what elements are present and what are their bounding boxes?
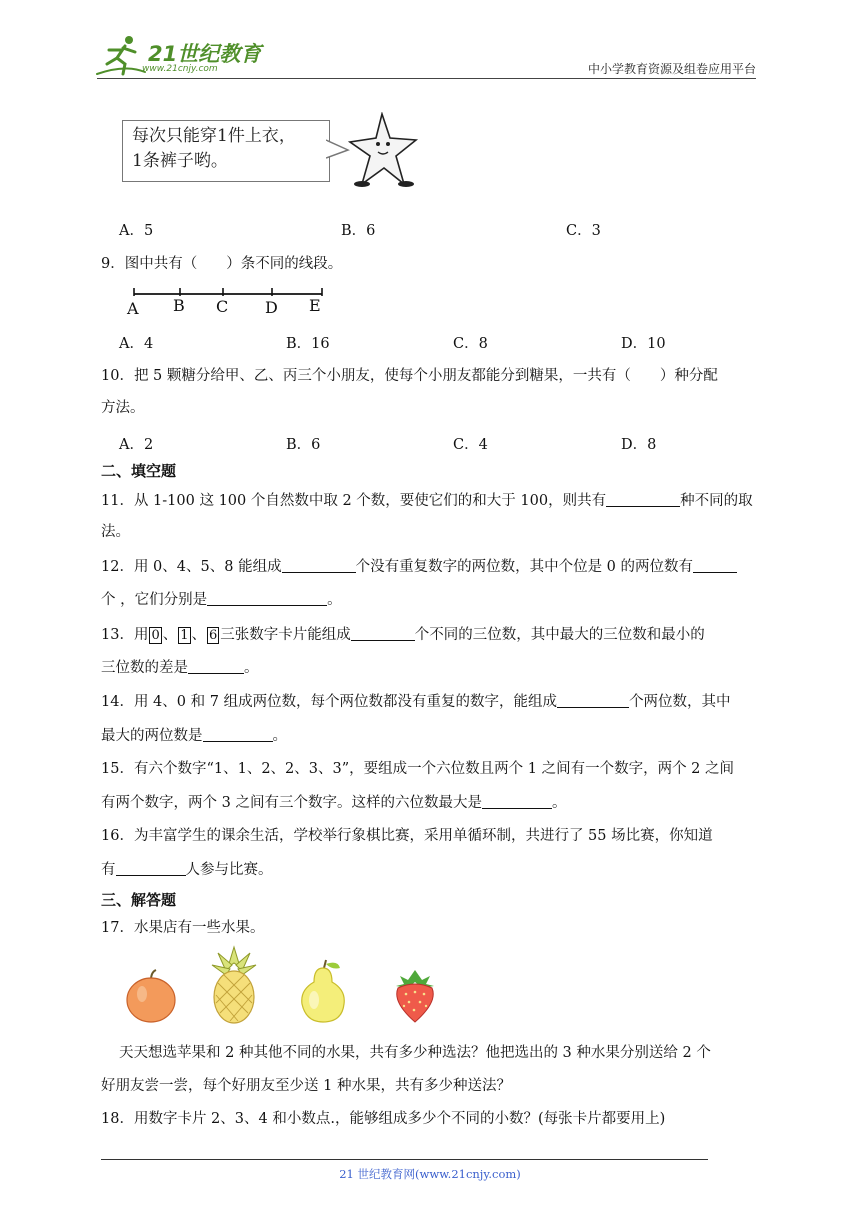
speech-line-1: 每次只能穿1件上衣，	[132, 126, 296, 146]
digit-card-0: 0	[151, 628, 160, 643]
apple-icon	[124, 968, 178, 1024]
section-2-heading: 二、填空题	[101, 462, 177, 480]
q9-option-c: C．8	[453, 336, 488, 352]
q17-line-1: 天天想选苹果和 2 种其他不同的水果，共有多少种选法？他把选出的 3 种水果分别送给 2 个	[119, 1045, 711, 1061]
q12-line-2	[101, 589, 342, 610]
q8-option-a: A．5	[119, 223, 154, 239]
q13-sep-1: 、	[162, 627, 178, 643]
q9-option-b: B．16	[286, 336, 330, 352]
pineapple-icon	[208, 945, 260, 1025]
point-label-b: B	[173, 296, 185, 315]
digit-card-1: 1	[180, 628, 189, 643]
q14-text-b: 个两位数，其中	[629, 694, 731, 710]
q12-text-d: 。	[327, 592, 342, 608]
q16-line-2	[101, 859, 273, 880]
q14-text-d: 。	[272, 728, 287, 744]
q13-text-a: 13．用	[101, 627, 149, 643]
q11-blank[interactable]	[606, 490, 680, 507]
q11-line-1	[101, 490, 753, 511]
digit-card-6: 6	[209, 628, 218, 643]
q10-option-b: B．6	[286, 437, 321, 453]
q15-text-c: 。	[551, 795, 567, 811]
q10-option-a: A．2	[119, 437, 154, 453]
q15-text-b: 有两个数字，两个 3 之间有三个数字。这样的六位数最大是	[101, 795, 482, 811]
star-character-icon	[348, 112, 420, 188]
q15-blank[interactable]	[482, 792, 552, 809]
q11-line-2: 法。	[101, 524, 130, 540]
q16-text-b: 有	[101, 862, 116, 878]
q16-text-c: 人参与比赛。	[185, 862, 273, 878]
section-3-heading: 三、解答题	[101, 891, 177, 909]
q9-text: 9．图中共有（ ）条不同的线段。	[101, 256, 343, 272]
q10-line-1: 10．把 5 颗糖分给甲、乙、丙三个小朋友，使每个小朋友都能分到糖果，一共有（ ）种分配	[101, 368, 718, 384]
q12-blank-3[interactable]	[207, 589, 327, 606]
q8-option-b: B．6	[341, 223, 376, 239]
logo-text: 21世纪教育	[148, 42, 262, 66]
logo-url: www.21cnjy.com	[142, 64, 218, 74]
q11-text-a: 11．从 1-100 这 100 个自然数中取 2 个数，要使它们的和大于 100，则共有	[101, 493, 607, 509]
q12-text-b: 个没有重复数字的两位数，其中个位是 0 的两位数有	[355, 559, 694, 575]
point-label-c: C	[216, 297, 229, 316]
q13-line-2	[101, 657, 259, 678]
q17-line-2: 好朋友尝一尝，每个好朋友至少送 1 种水果，共有多少种送法？	[101, 1078, 511, 1094]
q15-line-2	[101, 792, 566, 813]
q12-text-a: 12．用 0、4、5、8 能组成	[101, 559, 282, 575]
q10-option-d: D．8	[621, 437, 657, 453]
strawberry-icon	[392, 966, 438, 1024]
q16-line-1: 16．为丰富学生的课余生活，学校举行象棋比赛，采用单循环制，共进行了 55 场比赛，你知道	[101, 828, 713, 844]
bubble-tail-icon	[326, 138, 350, 162]
q16-blank[interactable]	[116, 859, 186, 876]
footer-text[interactable]: 21 世纪教育网(www.21cnjy.com)	[339, 1167, 521, 1181]
q13-text-e: 。	[244, 660, 259, 676]
header-divider	[97, 78, 756, 79]
point-label-a: A	[127, 299, 139, 318]
q13-sep-2: 、	[191, 627, 207, 643]
q11-text-b: 种不同的取	[680, 493, 753, 509]
q14-line-2	[101, 725, 287, 746]
pear-icon	[296, 958, 350, 1024]
q13-text-d: 三位数的差是	[101, 660, 188, 676]
q14-text-c: 最大的两位数是	[101, 728, 203, 744]
q10-option-c: C．4	[453, 437, 488, 453]
q14-blank-1[interactable]	[557, 691, 629, 708]
speech-line-2: 1条裤子哟。	[132, 151, 228, 171]
q14-blank-2[interactable]	[203, 725, 273, 742]
q12-blank-1[interactable]	[282, 556, 356, 573]
platform-title: 中小学教育资源及组卷应用平台	[587, 62, 756, 76]
q13-text-c: 个不同的三位数，其中最大的三位数和最小的	[414, 627, 705, 643]
point-label-d: D	[265, 298, 278, 317]
q14-text-a: 14．用 4、0 和 7 组成两位数，每个两位数都没有重复的数字，能组成	[101, 694, 558, 710]
q10-line-2: 方法。	[101, 400, 145, 416]
q13-line-1	[101, 624, 705, 645]
q9-option-d: D．10	[621, 336, 666, 352]
q12-text-c: 个 ，它们分别是	[101, 592, 208, 608]
q14-line-1	[101, 691, 731, 712]
point-label-e: E	[309, 296, 321, 315]
q12-line-1	[101, 556, 737, 577]
q12-blank-2[interactable]	[693, 556, 737, 573]
q8-option-c: C．3	[566, 223, 601, 239]
q17-title: 17．水果店有一些水果。	[101, 920, 265, 936]
q9-option-a: A．4	[119, 336, 154, 352]
speech-text	[132, 124, 296, 174]
q13-blank-1[interactable]	[351, 624, 415, 641]
footer-divider	[101, 1159, 708, 1160]
q13-text-b: 三张数字卡片能组成	[220, 627, 351, 643]
q15-line-1: 15．有六个数字“1、1、2、2、3、3”，要组成一个六位数且两个 1 之间有一个数字，两个 2 之间	[101, 761, 735, 777]
q18-text: 18．用数字卡片 2、3、4 和小数点.，能够组成多少个不同的小数？(每张卡片都要用上)	[101, 1111, 666, 1127]
q13-blank-2[interactable]	[188, 657, 244, 674]
